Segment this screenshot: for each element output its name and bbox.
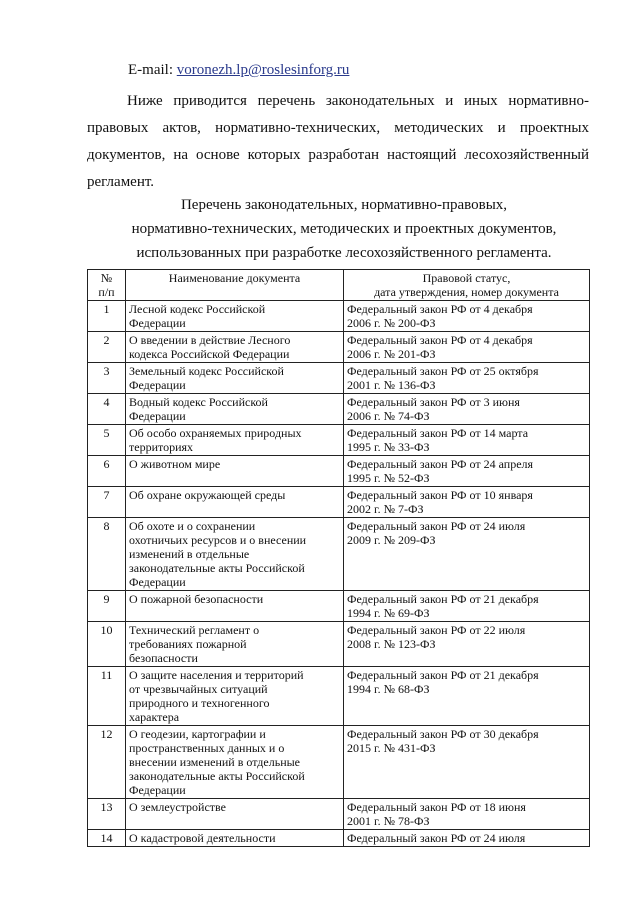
legal-status: Федеральный закон РФ от 25 октября 2001 г. № 136-ФЗ <box>344 363 590 394</box>
row-number: 3 <box>88 363 126 394</box>
table-row <box>88 394 590 425</box>
row-number: 13 <box>88 799 126 830</box>
table-row <box>88 726 590 799</box>
table-row <box>88 799 590 830</box>
table-header-row <box>88 270 590 301</box>
legal-status: Федеральный закон РФ от 4 декабря 2006 г. № 201-ФЗ <box>344 332 590 363</box>
document-name: О введении в действие Лесного кодекса Российской Федерации <box>126 332 344 363</box>
intro-paragraph: Ниже приводится перечень законодательных и иных нормативно-правовых актов, нормативно-технических, методических и проектных документов, на основе которых разработан настоящий лесохозяйственный регламент. <box>87 93 589 190</box>
legal-status: Федеральный закон РФ от 14 марта 1995 г. № 33-ФЗ <box>344 425 590 456</box>
documents-table <box>87 269 590 847</box>
document-name: О пожарной безопасности <box>126 591 344 622</box>
document-name: Об охоте и о сохранении охотничьих ресурсов и о внесении изменений в отдельные законодательные акты Российской Федерации <box>126 518 344 591</box>
row-number: 2 <box>88 332 126 363</box>
legal-status: Федеральный закон РФ от 10 января 2002 г. № 7-ФЗ <box>344 487 590 518</box>
row-number: 11 <box>88 667 126 726</box>
email-line <box>128 61 349 79</box>
legal-status: Федеральный закон РФ от 24 апреля 1995 г. № 52-ФЗ <box>344 456 590 487</box>
legal-status: Федеральный закон РФ от 21 декабря 1994 г. № 68-ФЗ <box>344 667 590 726</box>
email-link[interactable]: voronezh.lp@roslesinforg.ru <box>176 62 350 78</box>
email-label: E-mail: <box>128 62 173 78</box>
document-name: Об особо охраняемых природных территориях <box>126 425 344 456</box>
table-body <box>88 301 590 847</box>
row-number: 1 <box>88 301 126 332</box>
table-row <box>88 363 590 394</box>
document-name: О защите населения и территорий от чрезвычайных ситуаций природного и техногенного характера <box>126 667 344 726</box>
row-number: 8 <box>88 518 126 591</box>
legal-status: Федеральный закон РФ от 24 июля 2009 г. № 209-ФЗ <box>344 518 590 591</box>
row-number: 5 <box>88 425 126 456</box>
document-name: Водный кодекс Российской Федерации <box>126 394 344 425</box>
legal-status: Федеральный закон РФ от 3 июня 2006 г. № 74-ФЗ <box>344 394 590 425</box>
document-name: Земельный кодекс Российской Федерации <box>126 363 344 394</box>
legal-status: Федеральный закон РФ от 22 июля 2008 г. № 123-ФЗ <box>344 622 590 667</box>
legal-status: Федеральный закон РФ от 30 декабря 2015 г. № 431-ФЗ <box>344 726 590 799</box>
table-row <box>88 518 590 591</box>
legal-status: Федеральный закон РФ от 24 июля <box>344 830 590 847</box>
row-number: 10 <box>88 622 126 667</box>
table-row <box>88 667 590 726</box>
legal-status: Федеральный закон РФ от 18 июня 2001 г. № 78-ФЗ <box>344 799 590 830</box>
row-number: 7 <box>88 487 126 518</box>
table-row <box>88 591 590 622</box>
document-name: О кадастровой деятельности <box>126 830 344 847</box>
document-name: О геодезии, картографии и пространственных данных и о внесении изменений в отдельные законодательные акты Российской Федерации <box>126 726 344 799</box>
document-name: О животном мире <box>126 456 344 487</box>
header-document-name: Наименование документа <box>126 270 344 301</box>
table-row <box>88 622 590 667</box>
document-name: Технический регламент о требованиях пожарной безопасности <box>126 622 344 667</box>
header-number: № п/п <box>88 270 126 301</box>
row-number: 12 <box>88 726 126 799</box>
list-title: Перечень законодательных, нормативно-правовых, нормативно-технических, методических и проектных документов, использованных при разработке лесохозяйственного регламента. <box>131 197 557 261</box>
table-row <box>88 456 590 487</box>
document-name: Лесной кодекс Российской Федерации <box>126 301 344 332</box>
table-row <box>88 830 590 847</box>
row-number: 9 <box>88 591 126 622</box>
row-number: 14 <box>88 830 126 847</box>
document-name: О землеустройстве <box>126 799 344 830</box>
row-number: 6 <box>88 456 126 487</box>
table-row <box>88 487 590 518</box>
legal-status: Федеральный закон РФ от 21 декабря 1994 г. № 69-ФЗ <box>344 591 590 622</box>
document-name: Об охране окружающей среды <box>126 487 344 518</box>
row-number: 4 <box>88 394 126 425</box>
table-row <box>88 332 590 363</box>
table-row <box>88 425 590 456</box>
legal-status: Федеральный закон РФ от 4 декабря 2006 г. № 200-ФЗ <box>344 301 590 332</box>
table-row <box>88 301 590 332</box>
header-legal-status: Правовой статус, дата утверждения, номер документа <box>344 270 590 301</box>
